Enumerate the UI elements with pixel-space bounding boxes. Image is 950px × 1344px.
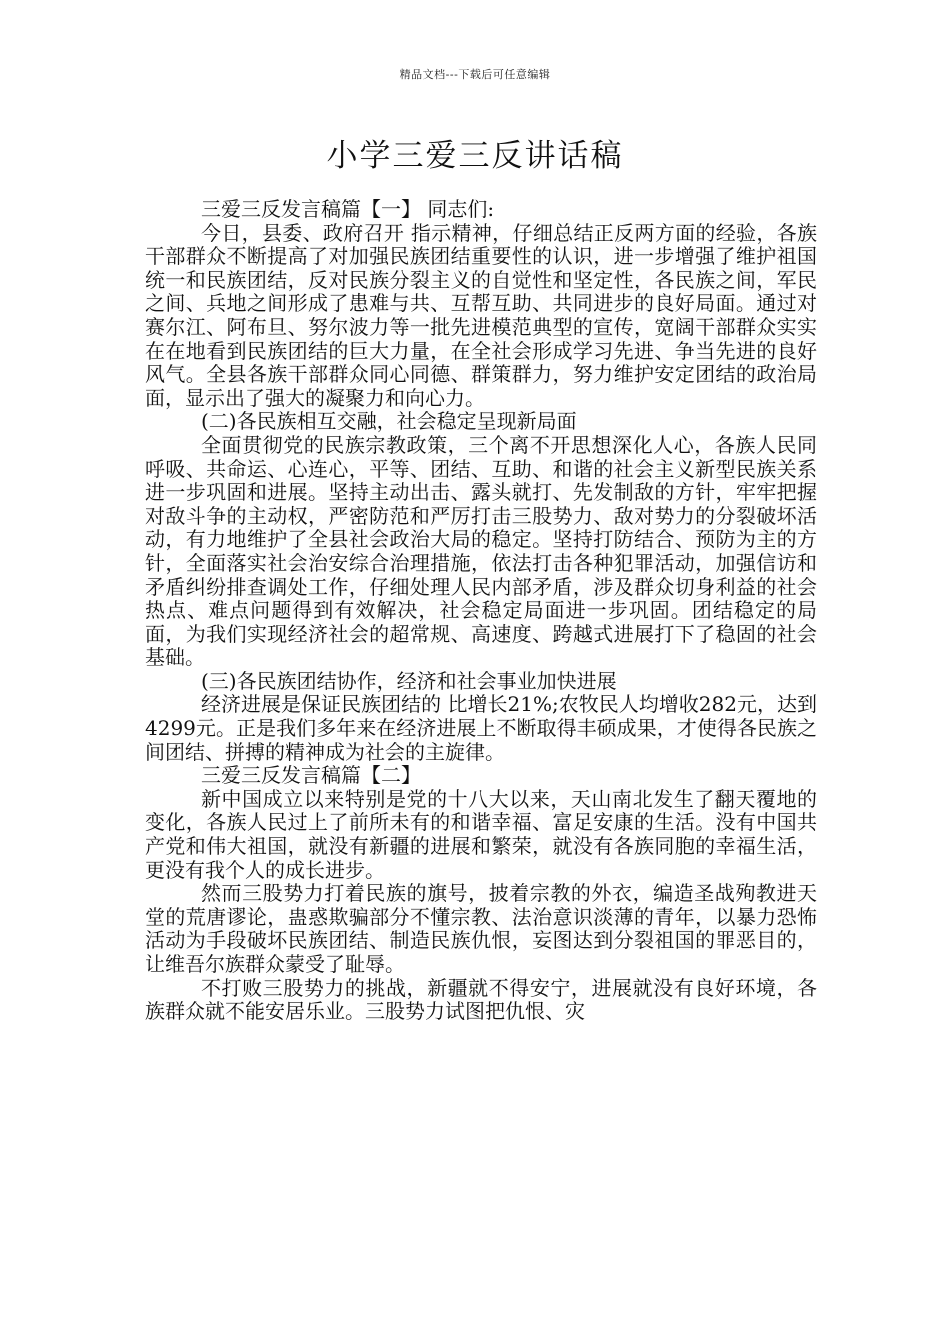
section-heading: 三爱三反发言稿篇【二】 <box>201 763 421 788</box>
paragraph: 然而三股势力打着民族的旗号，披着宗教的外衣，编造圣战殉教进天堂的荒唐谬论，蛊惑欺骗部分不懂宗教、法治意识淡薄的青年，以暴力恐怖活动为手段破坏民族团结、制造民族仇恨，妄图达到分裂祖国的罪恶目的，让维吾尔族群众蒙受了耻辱。 <box>145 881 817 976</box>
paragraph: 新中国成立以来特别是党的十八大以来，天山南北发生了翻天覆地的变化，各族人民过上了前所未有的和谐幸福、富足安康的生活。没有中国共产党和伟大祖国，就没有新疆的进展和繁荣，就没有各族同胞的幸福生活，更没有我个人的成长进步。 <box>145 786 817 882</box>
paragraph: 经济进展是保证民族团结的 比增长21%;农牧民人均增收282元，达到4299元。正是我们多年来在经济进展上不断取得丰硕成果，才使得各民族之间团结、拼搏的精神成为社会的主旋律。 <box>145 692 817 764</box>
section-heading: (二)各民族相互交融，社会稳定呈现新局面 <box>201 409 577 434</box>
paragraph: 全面贯彻党的民族宗教政策，三个离不开思想深化人心，各族人民同呼吸、共命运、心连心，平等、团结、互助、和谐的社会主义新型民族关系进一步巩固和进展。坚持主动出击、露头就打、先发制敌的方针，牢牢把握对敌斗争的主动权，严密防范和严厉打击三股势力、敌对势力的分裂破坏活动，有力地维护了全县社会政治大局的稳定。坚持打防结合、预防为主的方针，全面落实社会治安综合治理措施，依法打击各种犯罪活动，加强信访和矛盾纠纷排查调处工作，仔细处理人民内部矛盾，涉及群众切身利益的社会热点、难点问题得到有效解决，社会稳定局面进一步巩固。团结稳定的局面，为我们实现经济社会的超常规、高速度、跨越式进展打下了稳固的社会基础。 <box>145 432 817 670</box>
document-body <box>145 198 817 1024</box>
header-note: 精品文档---下载后可任意编辑 <box>399 68 551 81</box>
document-title: 小学三爱三反讲话稿 <box>326 138 624 174</box>
paragraph: 三爱三反发言稿篇【一】 同志们: <box>201 197 495 221</box>
paragraph: 不打败三股势力的挑战，新疆就不得安宁，进展就没有良好环境，各族群众就不能安居乐业。三股势力试图把仇恨、灾 <box>145 975 817 1024</box>
section-heading: (三)各民族团结协作，经济和社会事业加快进展 <box>201 668 617 693</box>
paragraph: 今日，县委、政府召开 指示精神，仔细总结正反两方面的经验，各族干部群众不断提高了对加强民族团结重要性的认识，进一步增强了维护祖国统一和民族团结，反对民族分裂主义的自觉性和坚定性，各民族之间，军民之间、兵地之间形成了患难与共、互帮互助、共同进步的良好局面。通过对赛尔江、阿布旦、努尔波力等一批先进模范典型的宣传，宽阔干部群众实实在在地看到民族团结的巨大力量，在全社会形成学习先进、争当先进的良好风气。全县各族干部群众同心同德、群策群力，努力维护安定团结的政治局面，显示出了强大的凝聚力和向心力。 <box>145 220 817 410</box>
